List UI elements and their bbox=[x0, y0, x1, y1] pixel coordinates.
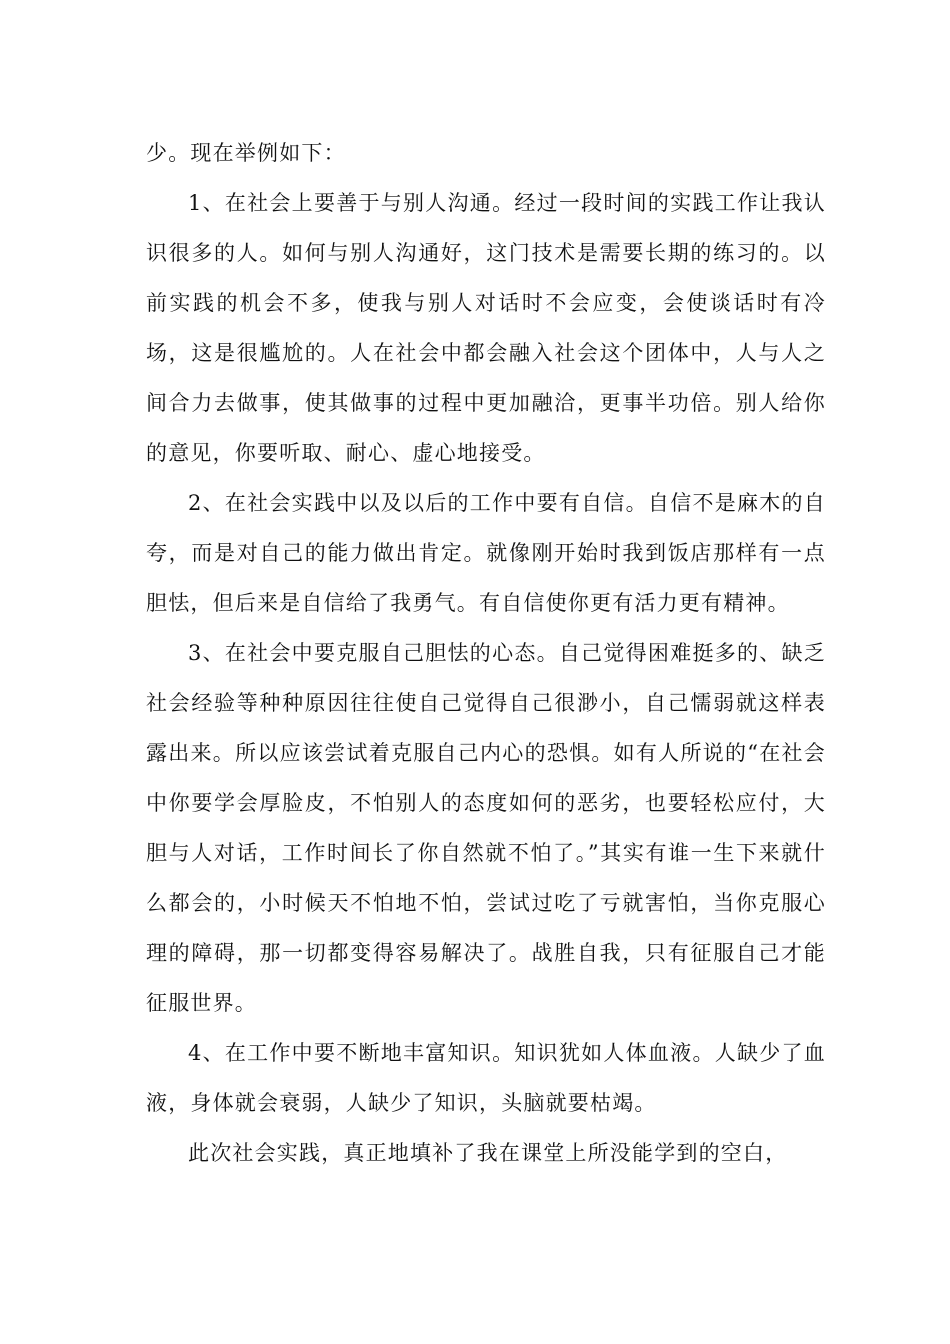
paragraph-point-3: 3、在社会中要克服自己胆怯的心态。自己觉得困难挺多的、缺乏社会经验等种种原因往往使自己觉得自己很渺小，自己懦弱就这样表露出来。所以应该尝试着克服自己内心的恐惧。如有人所说的“在社会中你要学会厚脸皮，不怕别人的态度如何的恶劣，也要轻松应付，大胆与人对话，工作时间长了你自然就不怕了。”其实有谁一生下来就什么都会的，小时候天不怕地不怕，尝试过吃了亏就害怕，当你克服心理的障碍，那一切都变得容易解决了。战胜自我，只有征服自己才能征服世界。 bbox=[146, 641, 826, 1015]
paragraph-point-1: 1、在社会上要善于与别人沟通。经过一段时间的实践工作让我认识很多的人。如何与别人沟通好，这门技术是需要长期的练习的。以前实践的机会不多，使我与别人对话时不会应变，会使谈话时有冷场，这是很尴尬的。人在社会中都会融入社会这个团体中，人与人之间合力去做事，使其做事的过程中更加融洽，更事半功倍。别人给你的意见，你要听取、耐心、虚心地接受。 bbox=[146, 191, 826, 465]
document-body bbox=[146, 128, 826, 1178]
paragraph-point-2: 2、在社会实践中以及以后的工作中要有自信。自信不是麻木的自夸，而是对自己的能力做出肯定。就像刚开始时我到饭店那样有一点胆怯，但后来是自信给了我勇气。有自信使你更有活力更有精神。 bbox=[146, 491, 826, 615]
paragraph-continuation: 少。现在举例如下： bbox=[146, 141, 346, 165]
paragraph-point-4: 4、在工作中要不断地丰富知识。知识犹如人体血液。人缺少了血液，身体就会衰弱，人缺少了知识，头脑就要枯竭。 bbox=[146, 1041, 826, 1115]
paragraph-conclusion: 此次社会实践，真正地填补了我在课堂上所没能学到的空白， bbox=[188, 1141, 788, 1165]
